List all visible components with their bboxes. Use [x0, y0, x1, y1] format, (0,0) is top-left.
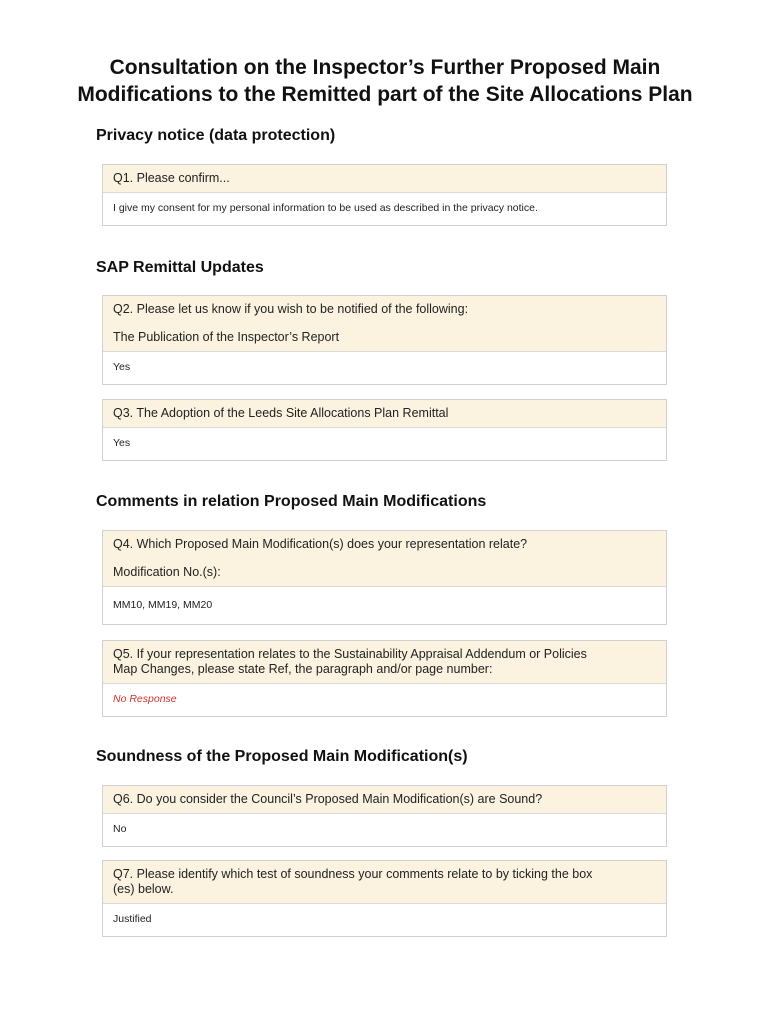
answer-q2: Yes — [113, 361, 131, 373]
question-header-q4 — [103, 531, 666, 587]
question-text-q5-line-1: Q5. If your representation relates to the Sustainability Appraisal Addendum or Policies — [113, 647, 587, 661]
question-text-q7-line-2: (es) below. — [113, 882, 174, 896]
question-subtext-q4: Modification No.(s): — [113, 565, 221, 579]
page-title-line-2: Modifications to the Remitted part of the Site Allocations Plan — [77, 83, 693, 106]
question-text-q7-line-1: Q7. Please identify which test of soundness your comments relate to by ticking the box — [113, 867, 593, 881]
answer-q1: I give my consent for my personal information to be used as described in the privacy notice. — [113, 202, 538, 214]
question-text-q6: Q6. Do you consider the Council’s Proposed Main Modification(s) are Sound? — [113, 792, 543, 806]
answer-q4: MM10, MM19, MM20 — [113, 599, 213, 611]
question-subtext-q2: The Publication of the Inspector’s Report — [113, 330, 340, 344]
question-text-q5-line-2: Map Changes, please state Ref, the paragraph and/or page number: — [113, 662, 493, 676]
question-text-q1: Q1. Please confirm... — [113, 171, 230, 185]
page-title — [0, 54, 770, 108]
answer-q7: Justified — [113, 913, 152, 925]
question-text-q3: Q3. The Adoption of the Leeds Site Allocations Plan Remittal — [113, 406, 449, 420]
question-header-q5 — [103, 641, 666, 684]
section-heading-soundness: Soundness of the Proposed Main Modification(s) — [96, 748, 468, 765]
question-text-q2: Q2. Please let us know if you wish to be notified of the following: — [113, 302, 469, 316]
question-card-q5 — [102, 640, 667, 717]
section-heading-sap: SAP Remittal Updates — [96, 259, 264, 276]
answer-q5-no-response: No Response — [113, 693, 177, 705]
question-card-q6 — [102, 785, 667, 847]
answer-q3: Yes — [113, 437, 131, 449]
question-card-q1 — [102, 164, 667, 226]
question-card-q2 — [102, 295, 667, 385]
section-heading-privacy: Privacy notice (data protection) — [96, 127, 336, 144]
question-text-q4: Q4. Which Proposed Main Modification(s) does your representation relate? — [113, 537, 528, 551]
question-header-q3 — [103, 400, 666, 428]
page-title-line-1: Consultation on the Inspector’s Further Proposed Main — [109, 56, 661, 79]
section-heading-comments: Comments in relation Proposed Main Modifications — [96, 493, 487, 510]
question-header-q1 — [103, 165, 666, 193]
question-card-q3 — [102, 399, 667, 461]
question-header-q7 — [103, 861, 666, 904]
question-card-q4 — [102, 530, 667, 625]
answer-q6: No — [113, 823, 127, 835]
question-card-q7 — [102, 860, 667, 937]
question-header-q6 — [103, 786, 666, 814]
question-header-q2 — [103, 296, 666, 352]
